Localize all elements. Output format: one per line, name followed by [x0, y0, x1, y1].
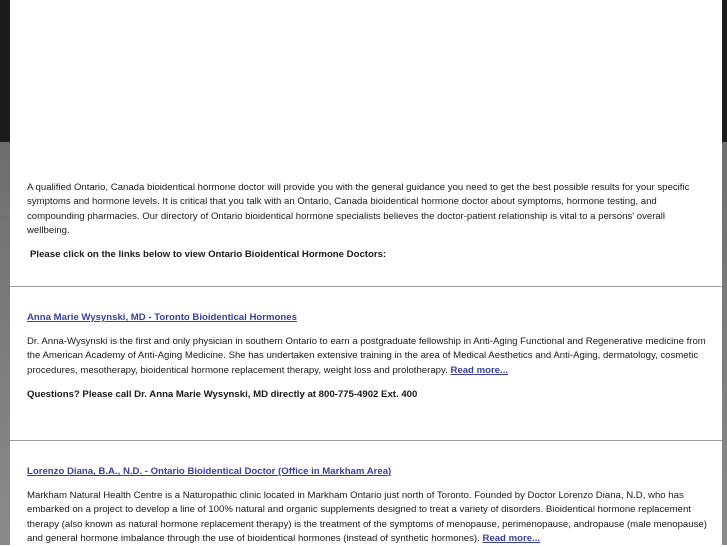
listing-title	[27, 311, 710, 325]
left-page-border	[0, 0, 10, 545]
description-text: Dr. Anna-Wysynski is the first and only physician in southern Ontario to earn a postgraduate fellowship in Anti-Aging Functional and Regenerative medicine from the American Academy of Anti-Aging Medicine. She has undertaken extensive training in the area of Medical Aesthetics and Anti-Aging, dermatology, cosmetic procedures, mesotherapy, bioidentical hormone replacement therapy, weight loss and prolotherapy.	[27, 336, 706, 376]
read-more-link[interactable]: Read more...	[450, 364, 509, 376]
doctor-link-diana[interactable]: Lorenzo Diana, B.A., N.D. - Ontario Bioidentical Doctor (Office in Markham Area)	[27, 466, 392, 477]
contact-line: Questions? Please call Dr. Anna Marie Wysynski, MD directly at 800-775-4902 Ext. 400	[27, 389, 418, 400]
intro-paragraph: A qualified Ontario, Canada bioidentical hormone doctor will provide you with the general guidance you need to get the best possible results for your specific symptoms and hormone levels. It is critical that you talk with an Ontario, Canada bioidentical hormone doctor about symptoms, hormone testing, and compounding pharmacies. Our directory of Ontario bioidentical hormone specialists believes the doctor-patient relationship is vital to a persons' overall wellbeing.	[27, 182, 690, 237]
scrollbar-track[interactable]	[722, 0, 727, 545]
description-text: Markham Natural Health Centre is a Naturopathic clinic located in Markham Ontario just north of Toronto. Founded by Doctor Lorenzo Diana, N.D, who has embarked on a project to develop a line of 100% natural and organic supplements designed to treat a variety of disorders. Bioidentical hormone replacement therapy (also known as natural hormone replacement therapy) is the treatment of the symptoms of menopause, perimenopause, andropause (male menopause) and general hormone imbalance through the use of bioidentical hormones (instead of synthetic hormones).	[27, 490, 707, 545]
listing-description	[27, 489, 710, 547]
directory-prompt: Please click on the links below to view Ontario Bioidentical Hormone Doctors:	[30, 249, 387, 260]
read-more-link[interactable]: Read more...	[482, 533, 541, 545]
divider	[10, 440, 722, 441]
listing-title	[27, 465, 710, 479]
divider	[10, 286, 722, 287]
listing-description	[27, 335, 710, 378]
doctor-link-wysynski[interactable]: Anna Marie Wysynski, MD - Toronto Bioidentical Hormones	[27, 312, 297, 323]
main-content	[10, 0, 722, 545]
